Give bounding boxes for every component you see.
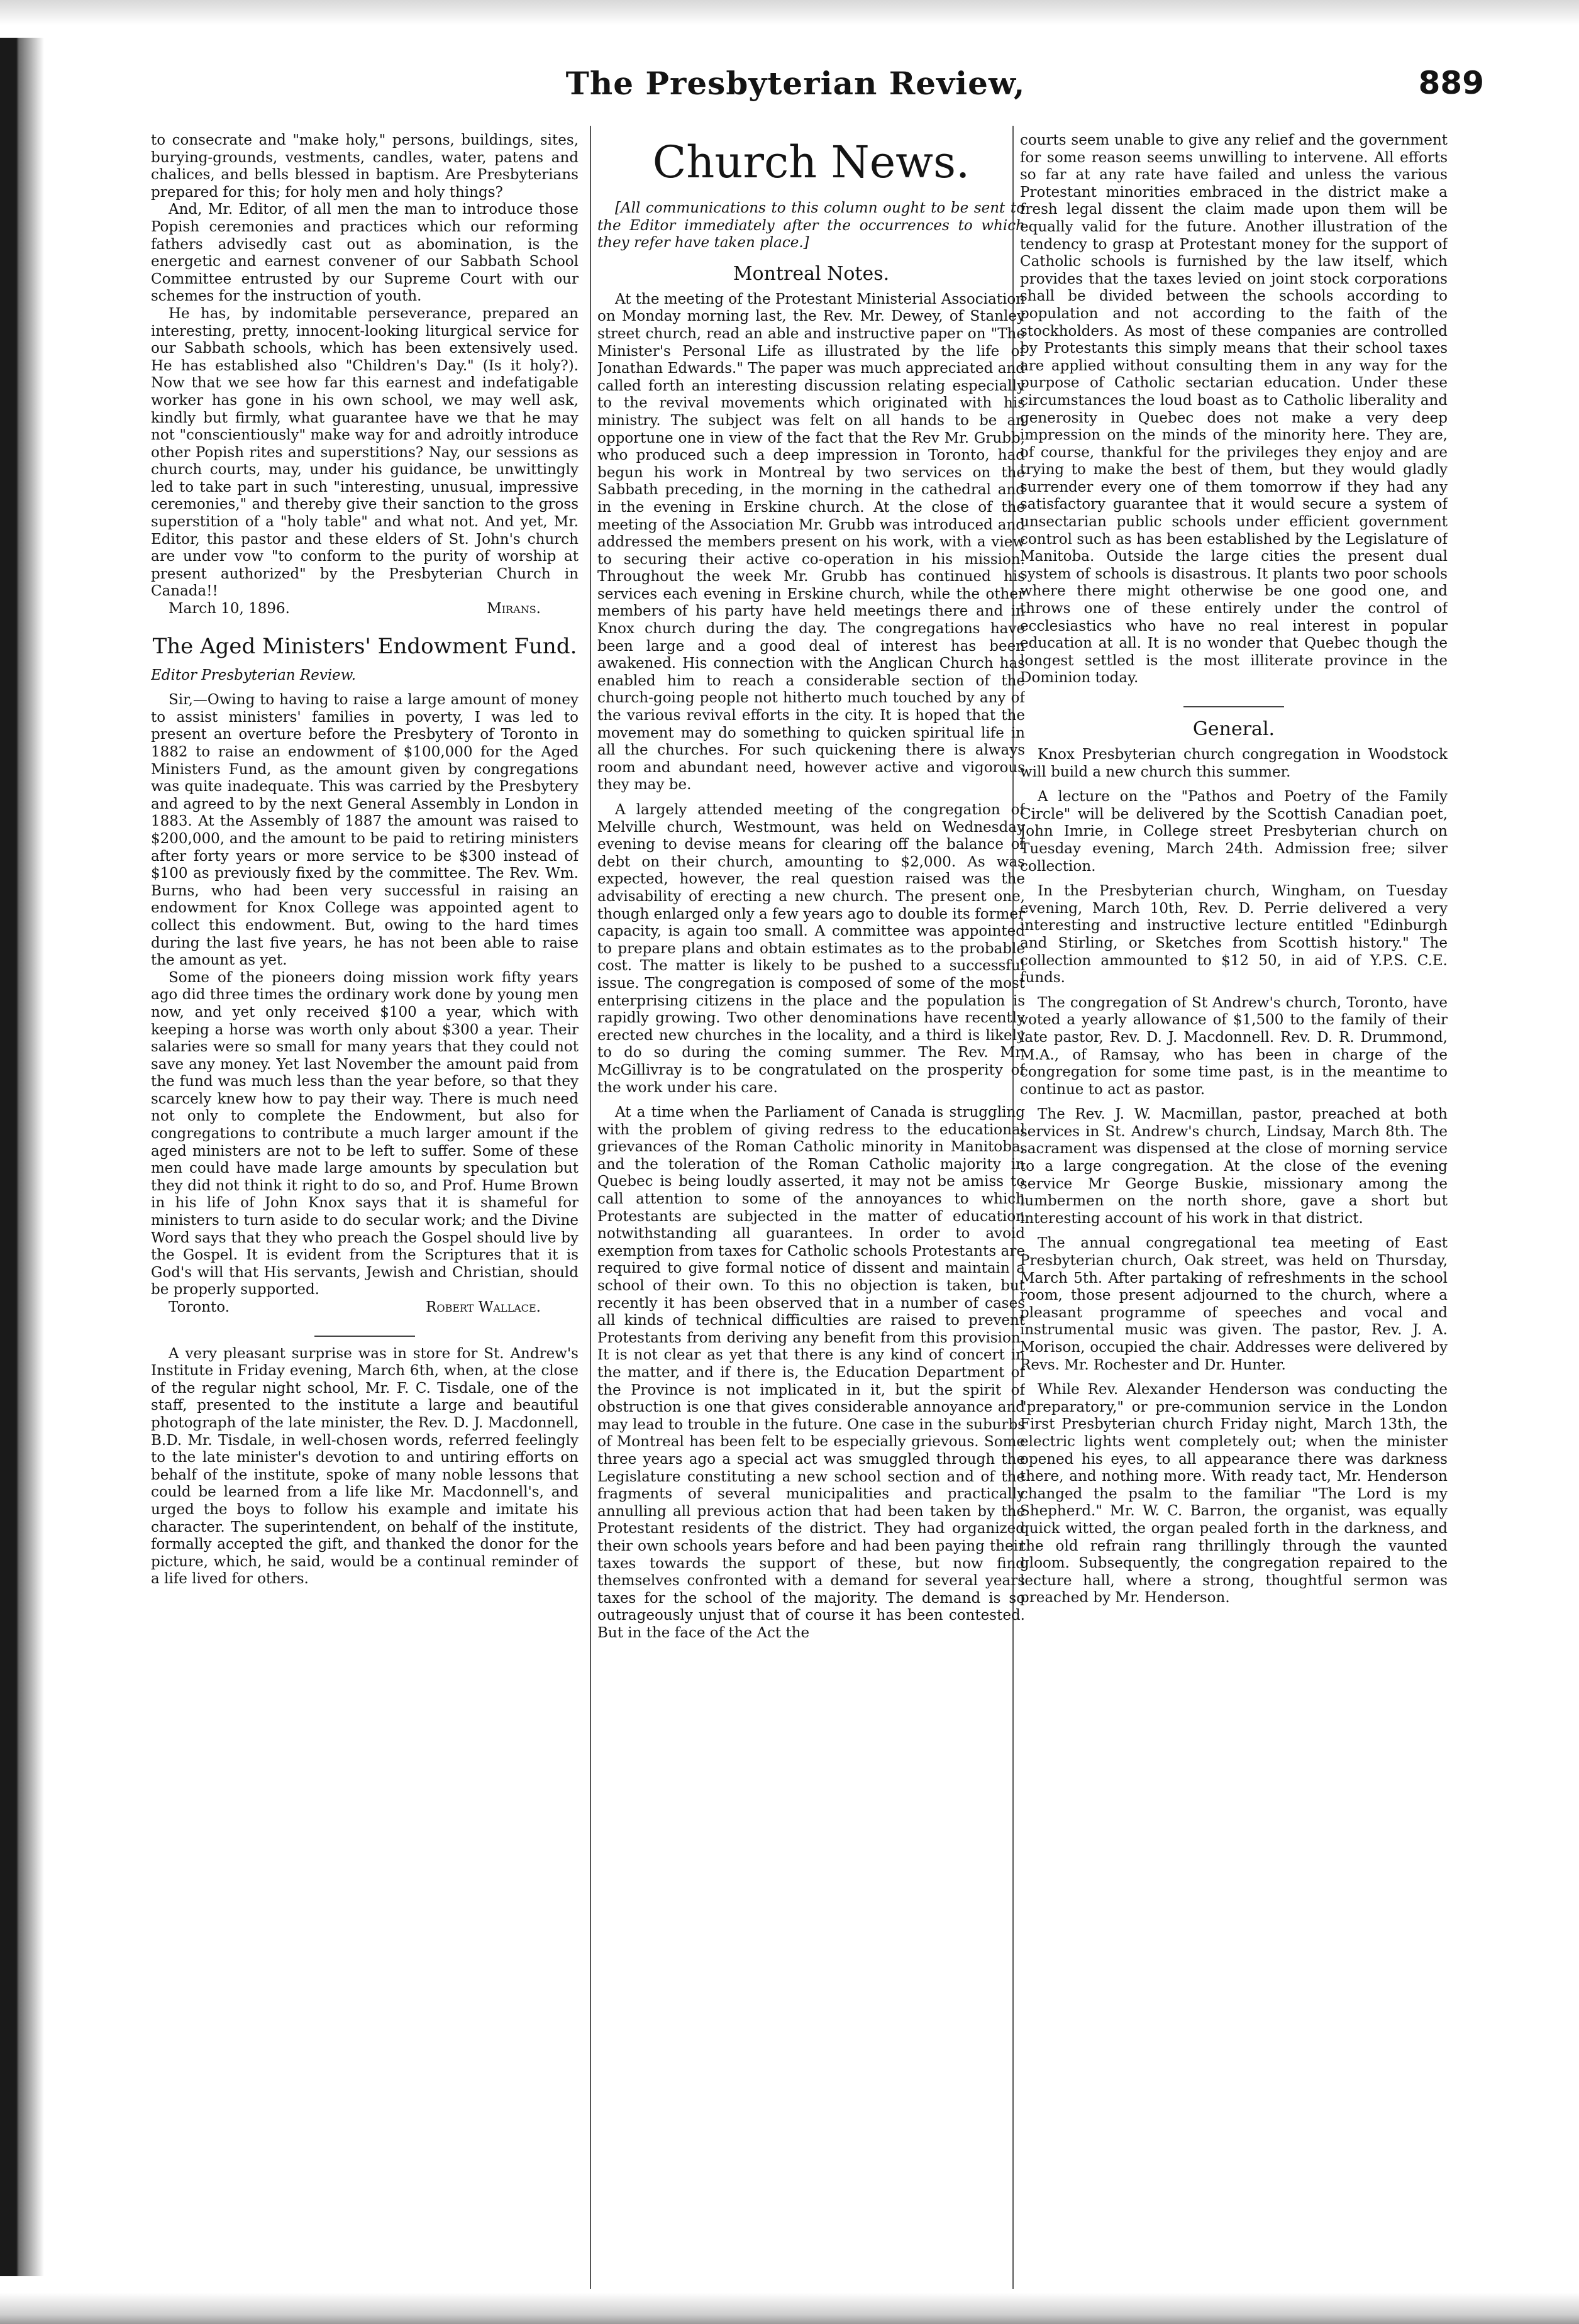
news-item: The annual congregational tea meeting of East Presbyterian church, Oak street, was held on Thursday, March 5th. After partaking of refreshments in the school room, those present adjourned to the church, where a pleasant programme of speeches and vocal and instrumental music was given. The pastor, Rev. J. A. Morison, occupied the chair. Addresses were delivered by Revs. Mr. Rochester and Dr. Hunter. <box>1020 1235 1448 1373</box>
letter-date: March 10, 1896. <box>169 600 290 617</box>
letter-salutation: Editor Presbyterian Review. <box>151 667 357 683</box>
scan-edge-bottom <box>0 2293 1579 2324</box>
letter-signature: Robert Wallace. <box>426 1299 541 1315</box>
article-paragraph: to consecrate and "make holy," persons, buildings, sites, burying-grounds, vestments, candles, water, patens and chalices, and bells blessed in baptism. Are Presbyterians prepared for this; for holy men and holy things? <box>151 132 579 201</box>
section-divider <box>1183 706 1284 707</box>
section-heading-church-news: Church News. <box>652 136 970 188</box>
masthead-title: The Presbyterian Review, <box>565 65 1026 102</box>
scan-edge-top <box>0 0 1579 25</box>
subsection-heading: Montreal Notes. <box>733 262 890 285</box>
section-divider <box>314 1336 415 1337</box>
article-paragraph: At the meeting of the Protestant Ministerial Association on Monday morning last, the Rev. Mr. Dewey, of Stanley street church, read an able and instructive paper on "The Minister's Personal Life as illustrated by the life of Jonathan Edwards." The paper was much appreciated and called forth an interesting discussion relating especially to the revival movements which originated with his ministry. The subject was felt on all hands to be an opportune one in view of the fact that the Rev Mr. Grubb, who produced such a deep impression in Toronto, had begun his work in Montreal by two services on the Sabbath preceding, in the morning in the cathedral and in the evening in Erskine church. At the close of the meeting of the Association Mr. Grubb was introduced and addressed the members present on his work, with a view to securing their active co-operation in his mission. Throughout the week Mr. Grubb has continued his services each evening in Erskine church, while the other members of his party have held meetings there and in Knox church during the day. The congregations have been large and a good deal of interest has been awakened. His connection with the Anglican Church has enabled him to reach a considerable section of the church-going people not hitherto much touched by any of the various revival efforts in the city. It is hoped that the movement may do something to quicken spiritual life in all the churches. For such quickening there is always room and abundant need, however active and vigorous they may be. <box>597 290 1025 794</box>
article-paragraph: And, Mr. Editor, of all men the man to introduce those Popish ceremonies and practices which our reforming fathers advisedly cast out as abomination, is the energetic and earnest convener of our Sabbath School Committee entrusted by our Supreme Court with our schemes for the instruction of youth. <box>151 201 579 305</box>
column-2 <box>597 132 1025 2282</box>
column-rule-1 <box>590 126 591 2289</box>
subsection-heading: General. <box>1192 718 1275 740</box>
news-item: The congregation of St Andrew's church, Toronto, have voted a yearly allowance of $1,500 to the family of their late pastor, Rev. D. J. Macdonnell. Rev. D. R. Drummond, M.A., of Ramsay, who has been in charge of the congregation for some time past, is in the meantime to continue to act as pastor. <box>1020 994 1448 1098</box>
article-paragraph: He has, by indomitable perseverance, prepared an interesting, pretty, innocent-looking liturgical service for our Sabbath schools, which has been extensively used. He has established also "Children's Day." (Is it holy?). Now that we see how far this earnest and indefatigable worker has gone in his own school, we may well ask, kindly but firmly, what guarantee have we that he may not "conscientiously" make way for and adroitly introduce other Popish rites and superstitions? Nay, our sessions as church courts, may, under his guidance, be unwittingly led to take part in such "interesting, unusual, impressive ceremonies," and thereby give their sanction to the gross superstition of a "holy table" and what not. And yet, Mr. Editor, this pastor and these elders of St. John's church are under vow "to conform to the purity of worship at present authorized" by the Presbyterian Church in Canada!! <box>151 305 579 600</box>
column-notice: [All communications to this column ought to be sent to the Editor immediately after the occurrences to which they refer have taken place.] <box>597 200 1025 252</box>
article-paragraph: Sir,—Owing to having to raise a large amount of money to assist ministers' families in poverty, I was led to present an overture before the Presbytery of Toronto in 1882 to raise an endowment of $100,000 for the Aged Ministers Fund, as the amount given by congregations was quite inadequate. This was carried by the Presbytery and agreed to by the next General Assembly in London in 1883. At the Assembly of 1887 the amount was raised to $200,000, and the amount to be paid to retiring ministers after forty years or more service to be $300 instead of $100 as previously fixed by the committee. The Rev. Wm. Burns, who had been very successful in raising an endowment for Knox College was appointed agent to collect this endowment. But, owing to the hard times during the last five years, he has not been able to raise the amount as yet. <box>151 692 579 969</box>
article-paragraph: A very pleasant surprise was in store for St. Andrew's Institute in Friday evening, March 6th, when, at the close of the regular night school, Mr. F. C. Tisdale, one of the staff, presented to the institute a large and beautiful photograph of the late minister, the Rev. D. J. Macdonnell, B.D. Mr. Tisdale, in well-chosen words, referred feelingly to the late minister's devotion to and untiring efforts on behalf of the institute, spoke of many noble lessons that could be learned from a life like Mr. Macdonnell's, and urged the boys to follow his example and imitate his character. The superintendent, on behalf of the institute, formally accepted the gift, and thanked the donor for the picture, which, he said, would be a continual reminder of a life lived for others. <box>151 1345 579 1588</box>
news-item: While Rev. Alexander Henderson was conducting the "preparatory," or pre-communion service in the London First Presbyterian church Friday night, March 13th, the electric lights went completely out; when the minister opened his eyes, to all appearance there was darkness there, and nothing more. With ready tact, Mr. Henderson changed the psalm to the familiar "The Lord is my Shepherd." Mr. W. C. Barron, the organist, was equally quick witted, the organ pealed forth in the darkness, and the old refrain rang thrillingly through the vaunted gloom. Subsequently, the congregation repaired to the lecture hall, where a strong, thoughtful sermon was preached by Mr. Henderson. <box>1020 1381 1448 1607</box>
article-paragraph: courts seem unable to give any relief and the government for some reason seems unwilling to intervene. All efforts so far at any rate have failed and unless the various Protestant minorities embraced in the district make a fresh legal dissent the claim made upon them will be equally valid for the future. Another illustration of the tendency to grasp at Protestant money for the support of Catholic schools is furnished by the law itself, which provides that the taxes levied on joint stock corporations shall be divided between the schools according to population and not according to the faith of the stockholders. As most of these companies are controlled by Protestants this simply means that their school taxes are applied without consulting them in any way for the purpose of Catholic sectarian education. Under these circumstances the loud boast as to Catholic liberality and generosity in Quebec does not make a very deep impression on the minds of the minority here. They are, of course, thankful for the privileges they enjoy and are trying to make the best of them, but they would gladly surrender every one of them tomorrow if they had any satisfactory guarantee that it would secure a system of unsectarian public schools under efficient government control such as has been established by the Legislature of Manitoba. Outside the large cities the present dual system of schools is disastrous. It plants two poor schools where there might otherwise be one good one, and throws one of these entirely under the control of ecclesiastics who have no real interest in popular education at all. It is no wonder that Quebec though the longest settled is the most illiterate province in the Dominion today. <box>1020 132 1448 687</box>
scan-edge-left <box>0 38 57 2276</box>
letter-signoff <box>151 600 579 618</box>
letter-place: Toronto. <box>169 1299 230 1315</box>
news-item: In the Presbyterian church, Wingham, on Tuesday evening, March 10th, Rev. D. Perrie delivered a very interesting and instructive lecture entitled "Edinburgh and Stirling, or Sketches from Scottish history." The collection ammounted to $12 50, in aid of Y.P.S. C.E. funds. <box>1020 883 1448 987</box>
article-paragraph: At a time when the Parliament of Canada is struggling with the problem of giving redress to the educational grievances of the Roman Catholic minority in Manitoba, and the toleration of the Roman Catholic majority in Quebec is being loudly asserted, it may not be amiss to call attention to some of the annoyances to which Protestants are subjected in the matter of education notwithstanding all guarantees. In order to avoid exemption from taxes for Catholic schools Protestants are required to give formal notice of dissent and maintain a school of their own. To this no objection is taken, but recently it has been observed that in a number of cases all kinds of technical difficulties are raised to prevent Protestants from deriving any benefit from this provision. It is not clear as yet that there is any kind of concert in the matter, and if there is, the Education Department of the Province is not implicated in it, but the spirit of obstruction is one that gives considerable annoyance and may lead to trouble in the future. One case in the suburbs of Montreal has been felt to be especially grievous. Some three years ago a special act was smuggled through the Legislature constituting a new school section and of the fragments of several municipalities and practically annulling all previous action that had been taken by the Protestant residents of the district. They had organized their own schools years before and had been paying their taxes towards the support of these, but now find themselves confronted with a demand for several years taxes for the school of the majority. The demand is so outrageously unjust that of course it has been contested. But in the face of the Act the <box>597 1104 1025 1641</box>
letter-signature: Mirans. <box>487 600 541 617</box>
news-item: A lecture on the "Pathos and Poetry of the Family Circle" will be delivered by the Scottish Canadian poet, John Imrie, in College street Presbyterian church on Tuesday evening, March 24th. Admission free; silver collection. <box>1020 788 1448 875</box>
news-item: Knox Presbyterian church congregation in Woodstock will build a new church this summer. <box>1020 746 1448 780</box>
article-heading: The Aged Ministers' Endowment Fund. <box>152 633 577 659</box>
page-number: 889 <box>1418 65 1484 101</box>
news-item: The Rev. J. W. Macmillan, pastor, preached at both services in St. Andrew's church, Lindsay, March 8th. The sacrament was dispensed at the close of morning service to a large congregation. At the close of the evening service Mr George Buskie, missionary among the lumbermen on the north shore, gave a short but interesting account of his work in that district. <box>1020 1106 1448 1227</box>
letter-signoff <box>151 1299 579 1317</box>
article-paragraph: A largely attended meeting of the congregation of Melville church, Westmount, was held on Wednesday evening to devise means for clearing off the balance of debt on their church, amounting to $2,000. As was expected, however, the real question raised was the advisability of erecting a new church. The present one, though enlarged only a few years ago to double its former capacity, is again too small. A committee was appointed to prepare plans and obtain estimates as to the probable cost. The matter is likely to be pushed to a successful issue. The congregation is composed of some of the most enterprising citizens in the place and the population is rapidly growing. Two other denominations have recently erected new churches in the locality, and a third is likely to do so during the coming summer. The Rev. Mr. McGillivray is to be congratulated on the prosperity of the work under his care. <box>597 802 1025 1096</box>
column-1 <box>151 132 579 2282</box>
article-paragraph: Some of the pioneers doing mission work fifty years ago did three times the ordinary work done by young men now, and yet only received $100 a year, which with keeping a horse was worth only about $300 a year. Their salaries were so small for many years that they could not save any money. Yet last November the amount paid from the fund was much less than the year before, so that they scarcely knew how to pay their way. There is much need not only to complete the Endowment, but also for congregations to contribute a much larger amount if the aged ministers are not to be left to suffer. Some of these men could have made large amounts by speculation but they did not think it right to do so, and Prof. Hume Brown in his life of John Knox says that it is shameful for ministers to turn aside to do secular work; and the Divine Word says that they who preach the Gospel should live by the Gospel. It is evident from the Scriptures that it is God's will that His servants, Jewish and Christian, should be properly supported. <box>151 969 579 1298</box>
column-3 <box>1020 132 1448 2282</box>
